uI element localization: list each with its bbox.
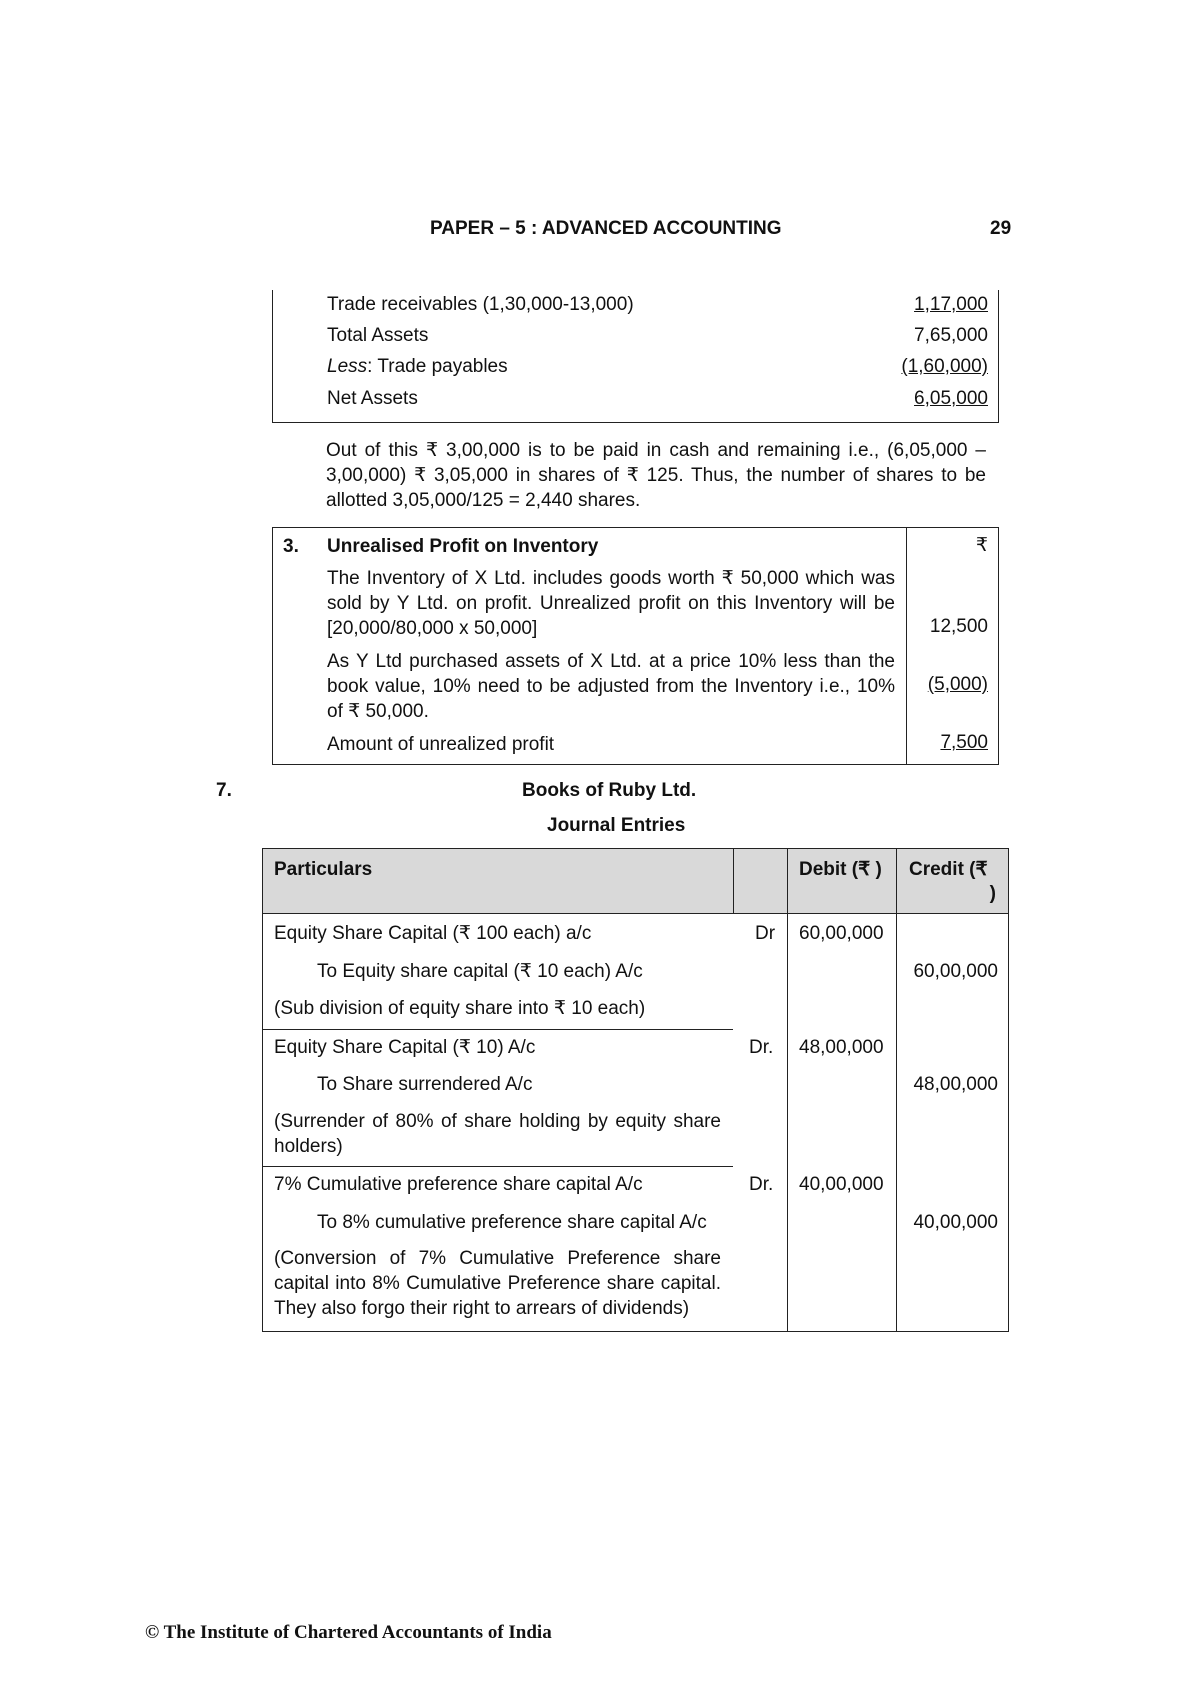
unrealised-para-2: As Y Ltd purchased assets of X Ltd. at a price 10% less than the book value, 10% need to be adjusted from the Inventory i.e., 10% of ₹ 50,000.	[327, 651, 895, 722]
header-particulars: Particulars	[274, 859, 373, 880]
entry-1-dr: Dr	[755, 923, 776, 944]
entry-1-narration: (Sub division of equity share into ₹ 10 each)	[274, 998, 646, 1019]
asset-label: Total Assets	[327, 325, 429, 346]
entry-2-dr: Dr.	[749, 1037, 774, 1058]
entry-3-debit-amount: 40,00,000	[799, 1174, 884, 1195]
entry-2-narration: (Surrender of 80% of share holding by equity share holders)	[274, 1111, 721, 1157]
entry-1-credit-account: To Equity share capital (₹ 10 each) A/c	[317, 961, 643, 982]
column-divider-dr	[787, 849, 788, 1331]
asset-label: Trade receivables (1,30,000-13,000)	[327, 294, 634, 315]
unrealised-total-amount: 7,500	[940, 732, 988, 753]
asset-value: (1,60,000)	[901, 356, 988, 377]
entry-3-debit-account: 7% Cumulative preference share capital A/c	[274, 1174, 643, 1195]
asset-row-net-assets	[327, 388, 988, 420]
entry-2-debit-amount: 48,00,000	[799, 1037, 884, 1058]
entry-1-credit-amount: 60,00,000	[913, 961, 998, 982]
unrealised-amount-2: (5,000)	[927, 674, 988, 695]
header-credit-close: )	[989, 883, 996, 904]
entry-divider	[263, 1029, 733, 1030]
unrealised-profit-table	[272, 527, 999, 765]
entry-2-credit-amount: 48,00,000	[913, 1074, 998, 1095]
header-debit: Debit (₹ )	[799, 859, 882, 880]
journal-title: Journal Entries	[547, 815, 686, 836]
footer-copyright: © The Institute of Chartered Accountants of India	[145, 1622, 552, 1643]
entry-3-dr: Dr.	[749, 1174, 774, 1195]
entry-1-debit-amount: 60,00,000	[799, 923, 884, 944]
question-number: 7.	[216, 780, 232, 801]
entry-divider	[263, 1166, 733, 1167]
unrealised-total-label: Amount of unrealized profit	[327, 734, 555, 755]
item-title: Unrealised Profit on Inventory	[327, 536, 599, 557]
asset-row-trade-receivables	[327, 294, 988, 326]
header-divider	[733, 849, 734, 913]
asset-label: Net Assets	[327, 388, 418, 409]
journal-table	[262, 848, 1009, 1332]
column-divider	[906, 528, 907, 764]
shares-paragraph: Out of this ₹ 3,00,000 is to be paid in cash and remaining i.e., (6,05,000 – 3,00,000) ₹ 3,05,000 in shares of ₹ 125. Thus, the number of shares to be allotted 3,05,000/125 = 2,440 shares.	[326, 440, 986, 511]
entry-3-credit-amount: 40,00,000	[913, 1212, 998, 1233]
rupee-symbol: ₹	[975, 535, 988, 556]
asset-row-trade-payables	[327, 356, 988, 388]
unrealised-para-1: The Inventory of X Ltd. includes goods worth ₹ 50,000 which was sold by Y Ltd. on profit. Unrealized profit on this Inventory will be [20,000/80,000 x 50,000]	[327, 568, 895, 639]
entry-2-debit-account: Equity Share Capital (₹ 10) A/c	[274, 1037, 536, 1058]
asset-value: 1,17,000	[914, 294, 988, 315]
asset-label-rest: : Trade payables	[367, 356, 508, 377]
entry-3-credit-account: To 8% cumulative preference share capital A/c	[317, 1212, 707, 1233]
unrealised-amount-1: 12,500	[929, 616, 988, 637]
entry-3-narration: (Conversion of 7% Cumulative Preference share capital into 8% Cumulative Preference share capital. They also forgo their right to arrears of dividends)	[274, 1248, 721, 1319]
column-divider-debit	[896, 849, 897, 1331]
asset-value: 7,65,000	[914, 325, 988, 346]
asset-label	[327, 356, 508, 378]
less-italic: Less	[327, 356, 368, 377]
asset-row-total-assets	[327, 325, 988, 357]
page-header-title: PAPER – 5 : ADVANCED ACCOUNTING	[430, 218, 782, 239]
header-credit: Credit (₹	[909, 859, 988, 880]
page-number: 29	[990, 218, 1012, 239]
books-title: Books of Ruby Ltd.	[522, 780, 697, 801]
item-number: 3.	[283, 536, 299, 557]
entry-1-debit-account: Equity Share Capital (₹ 100 each) a/c	[274, 923, 592, 944]
asset-value: 6,05,000	[914, 388, 988, 409]
net-assets-table	[272, 290, 999, 423]
entry-2-credit-account: To Share surrendered A/c	[317, 1074, 533, 1095]
